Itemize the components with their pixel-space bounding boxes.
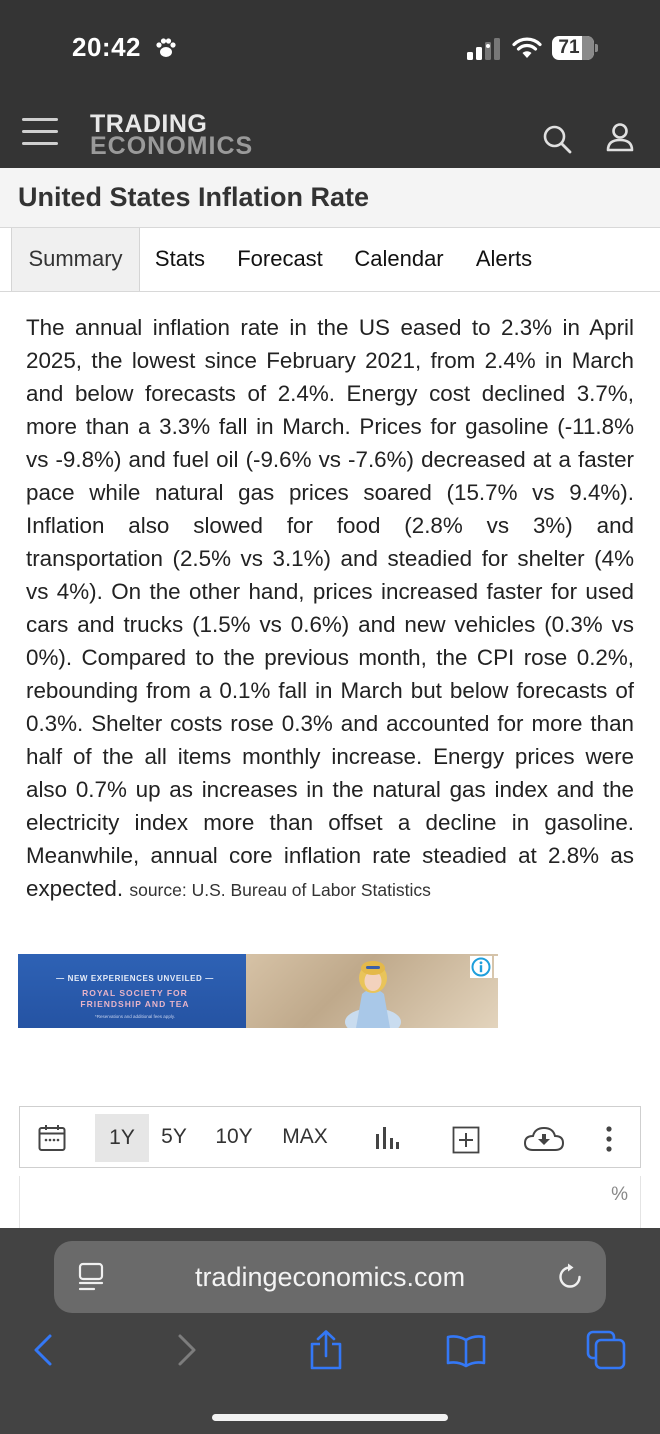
ad-text-panel <box>18 954 246 1028</box>
ad-brand-line2: FRIENDSHIP AND TEA <box>80 999 190 1009</box>
ad-brand <box>30 988 240 1010</box>
ad-close-icon[interactable] <box>494 956 498 978</box>
user-account-icon[interactable] <box>606 122 634 152</box>
range-max-button[interactable]: MAX <box>282 1125 328 1148</box>
calendar-icon[interactable] <box>38 1124 66 1152</box>
share-icon[interactable] <box>306 1330 346 1370</box>
range-1y-button[interactable]: 1Y <box>95 1114 149 1162</box>
battery-level: 71 <box>558 37 580 58</box>
reload-icon[interactable] <box>556 1263 584 1291</box>
ad-banner[interactable] <box>18 954 498 1028</box>
status-time: 20:42 <box>72 32 141 62</box>
search-icon[interactable] <box>542 124 572 154</box>
site-logo[interactable] <box>90 112 253 158</box>
status-bar <box>0 0 660 96</box>
article-body: The annual inflation rate in the US eased to 2.3% in April 2025, the lowest since February 2021, from 2.4% in March and below forecasts of 2.4%. Energy cost declined 3.7%, more than a 3.3% fall in March. Prices for gasoline (-11.8% vs -9.8%) and fuel oil (-9.6% vs -7.6%) decreased at a faster pace while natural gas prices soared (15.7% vs 9.4%). Inflation also slowed for food (2.8% vs 3%) and transportation (2.5% vs 3.1%) and steadied for shelter (4% vs 4%). On the other hand, prices increased faster for used cars and trucks (1.5% vs 0.6%) and new vehicles (0.3% vs 0%). Compared to the previous month, the CPI rose 0.2%, rebounding from a 0.1% fall in March but below forecasts of 0.3%. Shelter costs rose 0.3% and accounted for more than half of the all items monthly increase. Energy prices were also 0.7% up as increases in the natural gas index and the electricity index more than offset a decline in gasoline. Meanwhile, annual core inflation rate steadied at 2.8% as expected. <box>26 315 634 901</box>
ad-info-icon[interactable] <box>470 956 492 978</box>
more-options-icon[interactable] <box>600 1125 618 1153</box>
paw-icon <box>154 36 178 60</box>
chart-type-bars-icon[interactable] <box>374 1125 400 1151</box>
compare-add-icon[interactable] <box>452 1126 480 1154</box>
tab-calendar[interactable]: Calendar <box>354 246 444 271</box>
page-title: United States Inflation Rate <box>18 182 370 212</box>
logo-line1: TRADING <box>90 110 208 138</box>
battery-indicator <box>552 36 598 60</box>
tabs-icon[interactable] <box>586 1330 626 1370</box>
range-10y-button[interactable]: 10Y <box>215 1125 253 1148</box>
hamburger-menu-icon[interactable] <box>22 118 58 146</box>
back-icon[interactable] <box>24 1330 64 1370</box>
tab-bar <box>0 228 660 292</box>
download-cloud-icon[interactable] <box>524 1125 564 1153</box>
title-bar <box>0 168 660 228</box>
address-bar[interactable] <box>54 1241 606 1313</box>
cellular-signal-icon <box>467 38 501 60</box>
bookmarks-icon[interactable] <box>446 1330 486 1370</box>
chart-area <box>19 1176 641 1236</box>
tab-alerts[interactable]: Alerts <box>475 246 533 271</box>
chart-unit-label: % <box>611 1184 628 1205</box>
tab-summary[interactable]: Summary <box>11 228 140 291</box>
summary-article <box>26 311 634 907</box>
chart-toolbar <box>19 1106 641 1168</box>
logo-line2: ECONOMICS <box>90 132 254 160</box>
site-header <box>0 96 660 168</box>
ad-princess-image <box>344 954 402 1028</box>
ad-brand-line1: ROYAL SOCIETY FOR <box>82 988 188 998</box>
tab-stats[interactable]: Stats <box>154 246 206 271</box>
home-indicator <box>212 1414 448 1421</box>
article-source[interactable]: source: U.S. Bureau of Labor Statistics <box>129 880 431 900</box>
browser-toolbar <box>0 1228 660 1434</box>
wifi-icon <box>512 36 542 60</box>
forward-icon[interactable] <box>166 1330 206 1370</box>
range-5y-button[interactable]: 5Y <box>161 1125 187 1148</box>
ad-fine-print: *Reservations and additional fees apply. <box>95 1014 175 1019</box>
ad-headline: — NEW EXPERIENCES UNVEILED — <box>56 974 214 983</box>
url-text[interactable]: tradingeconomics.com <box>194 1262 466 1292</box>
tab-forecast[interactable]: Forecast <box>237 246 323 271</box>
